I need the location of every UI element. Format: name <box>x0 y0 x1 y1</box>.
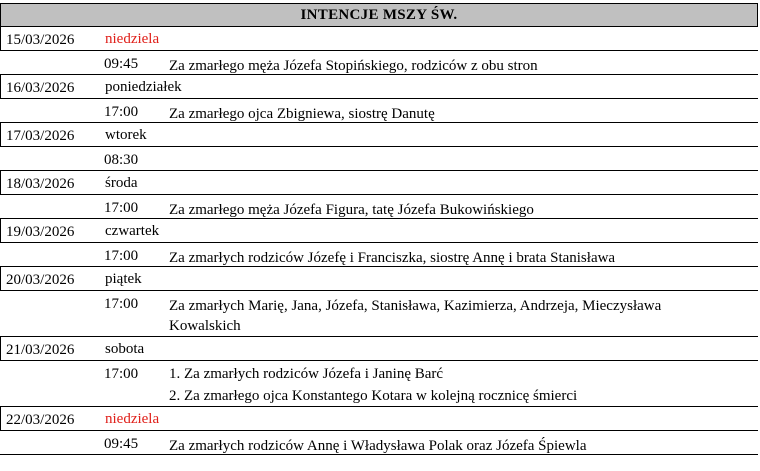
mass-intention: Za zmarłych rodziców Józefę i Franciszka, siostrę Annę i brata Stanisława <box>169 250 616 266</box>
mass-time: 17:00 <box>104 200 139 216</box>
day-row <box>0 27 758 51</box>
mass-row <box>0 99 758 123</box>
day-name: sobota <box>105 341 145 357</box>
day-name: czwartek <box>105 223 160 239</box>
day-date: 20/03/2026 <box>6 272 75 288</box>
day-date: 21/03/2026 <box>6 342 75 358</box>
mass-time: 17:00 <box>104 366 139 382</box>
mass-time: 17:00 <box>104 248 139 264</box>
day-row <box>0 337 758 361</box>
mass-intention: Za zmarłego ojca Zbigniewa, siostrę Danutę <box>169 106 435 122</box>
day-date: 19/03/2026 <box>6 224 75 240</box>
day-date: 22/03/2026 <box>6 412 75 428</box>
mass-row <box>0 361 758 407</box>
day-row <box>0 407 758 431</box>
day-date: 16/03/2026 <box>6 80 75 96</box>
mass-time: 17:00 <box>104 104 139 120</box>
day-name: niedziela <box>105 411 160 427</box>
day-date: 15/03/2026 <box>6 32 75 48</box>
mass-intention: Za zmarłych rodziców Annę i Władysława Polak oraz Józefa Śpiewla <box>169 438 587 454</box>
day-date: 17/03/2026 <box>6 128 75 144</box>
day-row <box>0 267 758 291</box>
day-row <box>0 219 758 243</box>
mass-time: 09:45 <box>104 56 139 72</box>
mass-intention: Za zmarłego męża Józefa Figura, tatę Józefa Bukowińskiego <box>169 202 534 218</box>
mass-row <box>0 147 758 171</box>
day-name: piątek <box>105 271 142 287</box>
mass-intention: Za zmarłego męża Józefa Stopińskiego, rodziców z obu stron <box>169 58 538 74</box>
day-row <box>0 171 758 195</box>
mass-time: 09:45 <box>104 436 139 452</box>
day-name: poniedziałek <box>105 79 182 95</box>
day-row <box>0 75 758 99</box>
mass-intention-1: 1. Za zmarłych rodziców Józefa i Janinę Barć <box>169 366 444 382</box>
mass-row <box>0 243 758 267</box>
mass-row <box>0 291 758 337</box>
mass-time: 08:30 <box>104 152 139 168</box>
mass-intention: Za zmarłych Marię, Jana, Józefa, Stanisława, Kazimierza, Andrzeja, Mieczysława Kowalskich <box>169 298 662 334</box>
day-date: 18/03/2026 <box>6 176 75 192</box>
table-title: INTENCJE MSZY ŚW. <box>0 3 758 27</box>
mass-row <box>0 51 758 75</box>
day-name: środa <box>105 175 138 191</box>
mass-intentions-table <box>0 3 758 455</box>
day-name: wtorek <box>105 127 147 143</box>
mass-intention-2: 2. Za zmarłego ojca Konstantego Kotara w kolejną rocznicę śmierci <box>169 388 578 404</box>
day-row <box>0 123 758 147</box>
day-name: niedziela <box>105 31 160 47</box>
mass-time: 17:00 <box>104 296 139 312</box>
mass-row <box>0 431 758 455</box>
mass-row <box>0 195 758 219</box>
